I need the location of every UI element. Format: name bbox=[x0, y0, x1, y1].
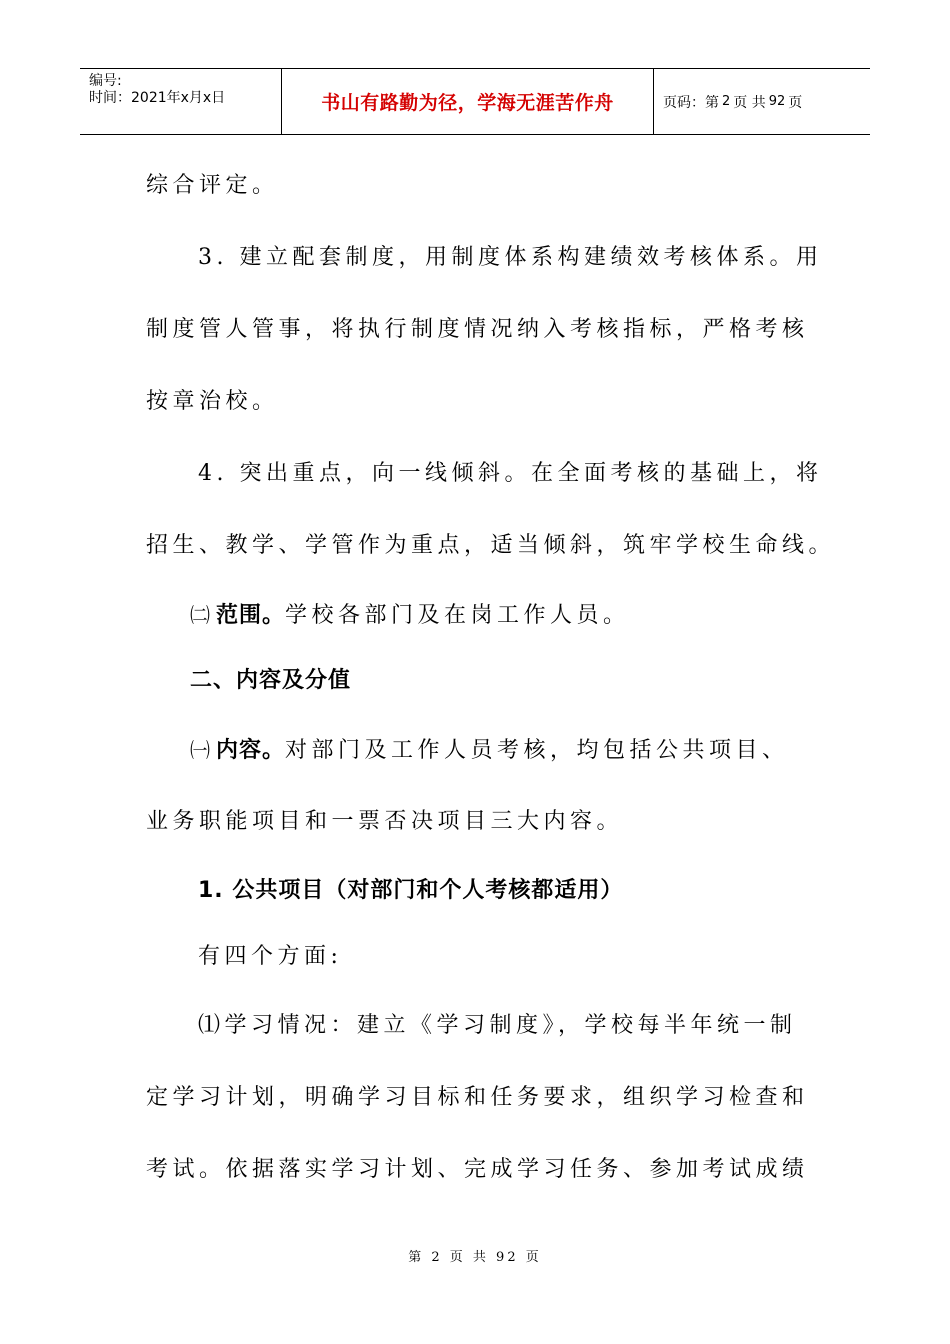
page-suffix: 页 bbox=[788, 94, 803, 111]
page-mid: 页 共 bbox=[733, 94, 766, 111]
page-footer: 第 2 页 共 92 页 bbox=[408, 1250, 542, 1265]
section-text: 学校各部门及在岗工作人员。 bbox=[285, 603, 630, 628]
paragraph-line: 考试。依据落实学习计划、完成学习任务、参加考试成绩 bbox=[146, 1157, 809, 1182]
paragraph-line: 4. 突出重点，向一线倾斜。在全面考核的基础上，将 bbox=[198, 461, 823, 486]
section-heading: 范围。 bbox=[216, 603, 286, 628]
page-current: 2 bbox=[722, 94, 731, 109]
doc-time-label: 时间：2021年x月x日 bbox=[89, 90, 226, 106]
page-prefix: 页码：第 bbox=[663, 94, 719, 111]
section-mark: ㈠ bbox=[190, 738, 210, 762]
paragraph-line: 制度管人管事，将执行制度情况纳入考核指标，严格考核 bbox=[146, 317, 809, 342]
paragraph-line: 3. 建立配套制度，用制度体系构建绩效考核体系。用 bbox=[198, 245, 823, 270]
paragraph-line: 综合评定。 bbox=[146, 173, 279, 198]
header-table bbox=[80, 68, 870, 135]
paragraph-line: 有四个方面: bbox=[198, 944, 343, 969]
content-line bbox=[146, 714, 806, 786]
doc-number-label: 编号: bbox=[89, 73, 122, 89]
paragraph-line: 业务职能项目和一票否决项目三大内容。 bbox=[146, 809, 624, 834]
paragraph-line: 招生、教学、学管作为重点，适当倾斜，筑牢学校生命线。 bbox=[146, 533, 836, 558]
chapter-heading: 二、内容及分值 bbox=[190, 668, 352, 693]
header-page-info bbox=[654, 69, 870, 134]
header-meta bbox=[80, 69, 282, 134]
page-total: 92 bbox=[768, 94, 786, 109]
scope-line bbox=[146, 582, 806, 648]
paragraph-line: 定学习计划，明确学习目标和任务要求，组织学习检查和 bbox=[146, 1085, 809, 1110]
subsection-heading: 1. 公共项目（对部门和个人考核都适用） bbox=[198, 878, 624, 903]
section-mark: ㈡ bbox=[190, 603, 210, 627]
section-text: 对部门及工作人员考核，均包括公共项目、 bbox=[285, 738, 789, 763]
paragraph-line: ⑴学习情况：建立《学习制度》，学校每半年统一制 bbox=[198, 1013, 797, 1038]
section-heading: 内容。 bbox=[216, 738, 286, 763]
document-body bbox=[146, 150, 836, 1206]
header-motto: 书山有路勤为径，学海无涯苦作舟 bbox=[282, 69, 654, 134]
paragraph-line: 按章治校。 bbox=[146, 389, 279, 414]
